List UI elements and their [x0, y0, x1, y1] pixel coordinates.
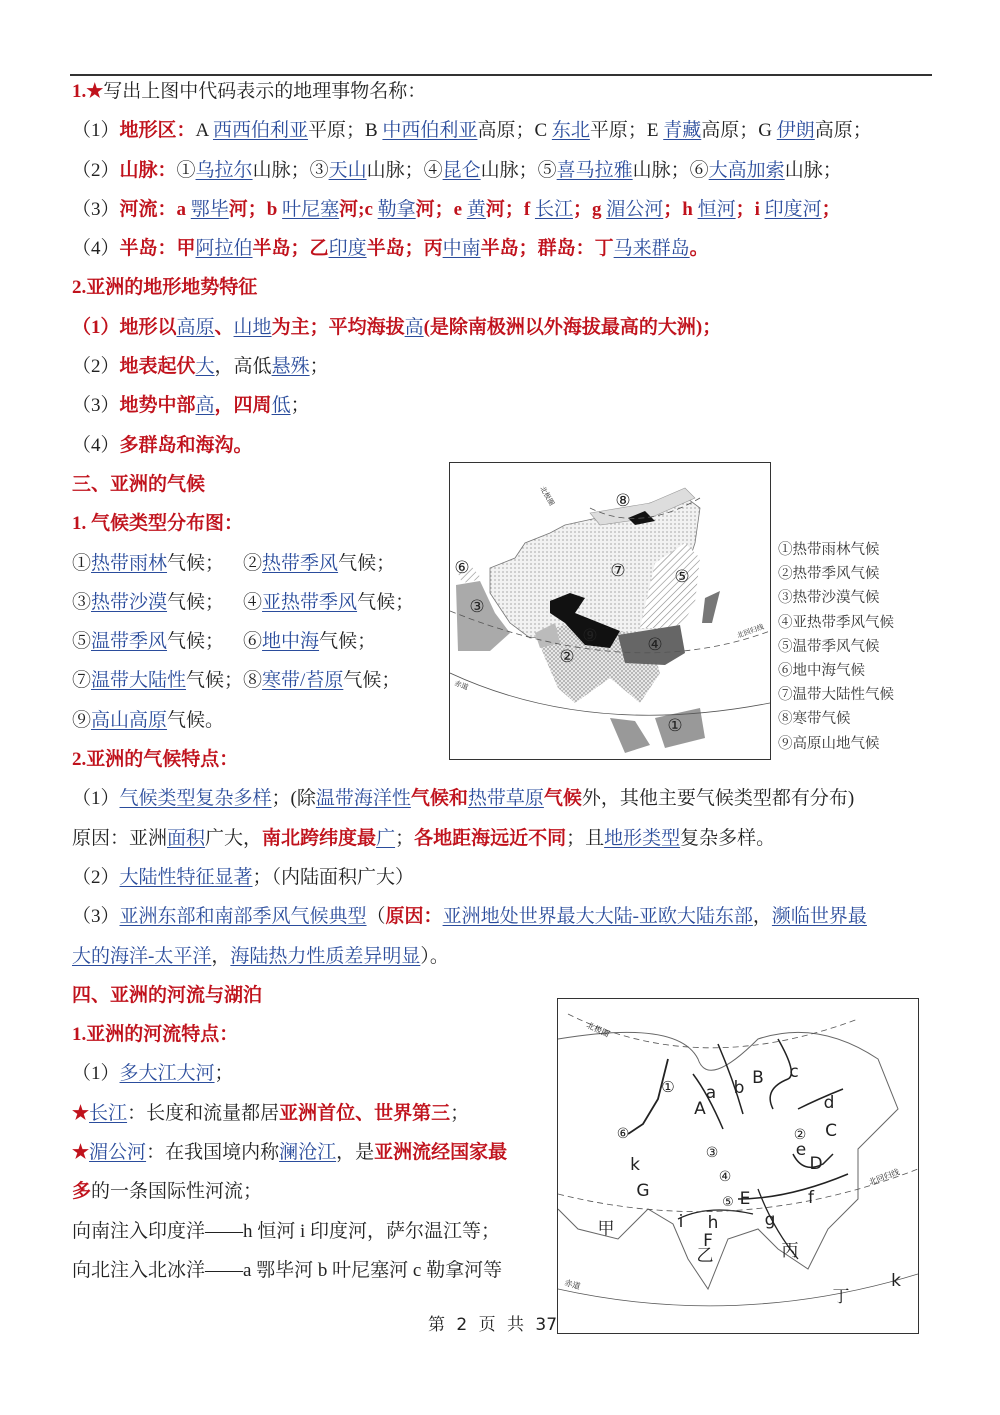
equator-label: 赤道	[453, 679, 470, 692]
map-label: F	[703, 1231, 713, 1251]
key-point-text: 亚洲流经国家最	[374, 1142, 508, 1164]
answer-text: 高	[404, 316, 424, 338]
map-label: d	[823, 1093, 835, 1113]
answer-text: 勒拿	[377, 198, 416, 220]
body-text: 外，其他主要气候类型都有分布)	[581, 788, 855, 810]
legend-item: ⑥地中海气候	[778, 663, 865, 680]
key-point-text: 半岛；群岛：丁	[480, 238, 614, 260]
key-point-text: 气候和	[410, 788, 468, 810]
arctic-circle-label: 北极圈	[538, 485, 556, 508]
key-point-text: 半岛；丙	[366, 238, 443, 260]
answer-text: 广	[376, 827, 396, 849]
text-line	[72, 111, 872, 150]
asia-rivers-map	[557, 998, 919, 1334]
body-text: A	[195, 120, 213, 142]
answer-text: 山地	[233, 316, 272, 338]
map-label: c	[789, 1062, 799, 1082]
answer-text: 印度	[328, 238, 367, 260]
answer-text: 昆仑	[442, 159, 481, 181]
body-text: （4）	[72, 434, 120, 456]
text-line	[72, 347, 872, 386]
map-label: ①	[661, 1078, 675, 1096]
answer-text: 气候类型复杂多样	[119, 788, 272, 810]
key-point-text: 三、亚洲的气候	[72, 473, 206, 495]
body-text: 气候； ②	[167, 552, 263, 574]
body-text: 高原；G	[701, 120, 777, 142]
page-footer: 第 2 页 共 37	[428, 1315, 558, 1335]
key-point-text: ；i	[735, 198, 765, 220]
answer-text: 长江	[534, 198, 573, 220]
answer-text: 亚洲东部和南部季风气候典型	[119, 906, 367, 928]
legend-item: ②热带季风气候	[778, 566, 880, 583]
answer-text: 寒带/苔原	[262, 670, 344, 692]
map-label: ②	[559, 647, 575, 667]
key-point-text: 2.亚洲的气候特点：	[72, 749, 239, 771]
answer-text: 黄	[466, 198, 486, 220]
key-point-text: 1. 气候类型分布图：	[72, 513, 244, 535]
body-text: 气候； ⑥	[167, 631, 263, 653]
body-text: （1）	[72, 120, 120, 142]
body-text: ，	[211, 945, 231, 967]
text-line	[72, 779, 872, 818]
answer-text: 温带季风	[91, 631, 168, 653]
body-text: ：在我国境内称	[146, 1142, 280, 1164]
body-text: 山脉；	[784, 159, 842, 181]
body-text: （2）	[72, 866, 120, 888]
body-text: 气候；	[343, 670, 401, 692]
body-text: （2）	[72, 356, 120, 378]
answer-text: 低	[271, 395, 291, 417]
body-text: （3）	[72, 906, 120, 928]
key-point-text: 地势中部	[119, 395, 196, 417]
key-point-text: 四、亚洲的河流与湖泊	[72, 984, 263, 1006]
key-point-text: 各地距海远近不同	[414, 827, 567, 849]
answer-text: 地形类型	[604, 827, 681, 849]
body-text: 山脉；⑤	[480, 159, 557, 181]
answer-text: 大陆性特征显著	[119, 866, 253, 888]
map-label: G	[636, 1181, 650, 1201]
answer-text: 鄂毕	[190, 198, 229, 220]
map-label: E	[739, 1189, 751, 1209]
key-point-text: 河；b	[228, 198, 283, 220]
body-text: 广大，	[205, 827, 263, 849]
answer-text: 湄公河	[606, 198, 664, 220]
map-label: i	[678, 1212, 684, 1232]
key-point-text: 河；f	[485, 198, 535, 220]
body-text: 平原；B	[307, 120, 383, 142]
body-text: 山脉；③	[252, 159, 329, 181]
legend-item: ⑨高原山地气候	[778, 735, 880, 752]
map-label: e	[795, 1140, 807, 1160]
text-line	[72, 229, 872, 268]
answer-text: 恒河	[697, 198, 736, 220]
body-text: ）。	[420, 945, 449, 967]
body-text: （	[366, 906, 386, 928]
answer-text: 温带大陆性	[91, 670, 187, 692]
key-point-text: 多	[72, 1181, 92, 1203]
legend-item: ⑦温带大陆性气候	[778, 687, 894, 704]
key-point-text: 1.	[72, 81, 87, 102]
answer-text: 中西伯利亚	[382, 120, 478, 142]
body-text: （4）	[72, 238, 120, 260]
tropic-label: 北回归线	[735, 622, 765, 640]
body-text: ；	[395, 827, 415, 849]
body-text: ；且	[566, 827, 605, 849]
text-line	[72, 190, 872, 229]
equator-label: 赤道	[563, 1278, 582, 1292]
key-point-text: 气候	[543, 788, 582, 810]
map-label: b	[733, 1078, 745, 1098]
body-text: 气候；	[338, 552, 396, 574]
answer-text: 大高加索	[708, 159, 785, 181]
key-point-text: 。	[689, 238, 709, 260]
key-point-text: 山脉：	[119, 159, 177, 181]
map-label: g	[764, 1210, 776, 1230]
map-label: ⑧	[615, 491, 631, 511]
answer-text: 亚热带季风	[262, 591, 358, 613]
body-text: 山脉；④	[366, 159, 443, 181]
map-label: ①	[667, 716, 683, 736]
answer-text: 高	[195, 395, 215, 417]
body-text: ；（内陆面积广大）	[252, 866, 415, 888]
body-text: ；	[309, 356, 329, 378]
body-text: （3）	[72, 198, 120, 220]
text-line	[72, 858, 872, 897]
answer-text: 濒临世界最	[771, 906, 867, 928]
map-label: k	[630, 1155, 640, 1175]
answer-text: 天山	[328, 159, 367, 181]
body-text: ，是	[336, 1142, 375, 1164]
map-label: ⑦	[610, 561, 626, 581]
key-point-text: 原因：	[385, 906, 443, 928]
map-label: ③	[705, 1145, 719, 1161]
answer-text: 大的海洋-太平洋	[72, 945, 212, 967]
body-text: 气候；	[357, 591, 415, 613]
answer-text: 喜马拉雅	[556, 159, 633, 181]
answer-text: 亚洲地处世界最大大陆-亚欧大陆东部	[442, 906, 753, 928]
answer-text: 地中海	[262, 631, 320, 653]
body-text: 平原；E	[589, 120, 664, 142]
body-text: ①	[176, 159, 196, 181]
body-text: ①	[72, 552, 92, 574]
body-text: 向南注入印度洋——h 恒河 i 印度河，萨尔温江等；	[72, 1220, 501, 1242]
legend-item: ⑧寒带气候	[778, 711, 851, 728]
map-label: ⑨	[582, 626, 598, 646]
key-point-text: ★	[72, 1102, 90, 1124]
answer-text: 热带草原	[467, 788, 544, 810]
map-label: 甲	[597, 1219, 615, 1239]
map-label: a	[705, 1083, 717, 1103]
answer-text: 热带沙漠	[91, 591, 168, 613]
key-point-text: 半岛；乙	[252, 238, 329, 260]
answer-text: 大	[195, 356, 215, 378]
key-point-text: ，四周	[214, 395, 272, 417]
body-text: ③	[72, 591, 92, 613]
map-label: ③	[469, 597, 485, 617]
answer-text: 高原	[176, 316, 215, 338]
legend-item: ③热带沙漠气候	[778, 590, 880, 607]
answer-text: 西西伯利亚	[212, 120, 308, 142]
key-point-text: 1.亚洲的河流特点：	[72, 1024, 239, 1046]
body-text: ；	[214, 1063, 234, 1085]
text-line	[72, 308, 872, 347]
body-text: ；	[450, 1102, 470, 1124]
key-point-text: 为主；平均海拔	[271, 316, 405, 338]
legend-item: ④亚热带季风气候	[778, 614, 894, 631]
key-point-text: 河；e	[415, 198, 467, 220]
body-text: ：长度和流量都居	[127, 1102, 280, 1124]
map-label: ⑤	[674, 567, 690, 587]
arctic-circle-label: 北极圈	[585, 1020, 611, 1039]
map-label: k	[891, 1271, 901, 1291]
answer-text: 乌拉尔	[195, 159, 253, 181]
body-text: 气候。	[167, 709, 225, 731]
body-text: 高原；C	[477, 120, 552, 142]
body-text: 复杂多样。	[680, 827, 776, 849]
body-text: （1）	[72, 788, 120, 810]
answer-text: 面积	[167, 827, 206, 849]
key-point-text: ；g	[572, 198, 607, 220]
map-label: D	[809, 1154, 823, 1174]
body-text: ⑨	[72, 709, 92, 731]
body-text: （3）	[72, 395, 120, 417]
text-line	[72, 72, 872, 111]
key-point-text: （1）地形以	[72, 316, 177, 338]
map-label: f	[808, 1188, 814, 1208]
map-label: 丁	[832, 1287, 850, 1307]
answer-text: 悬殊	[271, 356, 310, 378]
body-text: 山脉；⑥	[632, 159, 709, 181]
key-point-text: 南北跨纬度最	[262, 827, 377, 849]
key-point-text: ★	[72, 1142, 90, 1164]
text-line	[72, 819, 872, 858]
map-label: 丙	[781, 1241, 799, 1261]
body-text: （1）	[72, 1063, 120, 1085]
text-line	[72, 386, 872, 425]
answer-text: 热带雨林	[91, 552, 168, 574]
legend-item: ①热带雨林气候	[778, 542, 880, 558]
answer-text: 热带季风	[262, 552, 339, 574]
body-text: （2）	[72, 159, 120, 181]
key-point-text: 地形区：	[119, 120, 196, 142]
body-text: 的一条国际性河流；	[91, 1181, 263, 1203]
map-label: ④	[718, 1169, 732, 1185]
map-label: ④	[647, 635, 663, 655]
answer-text: 印度河	[764, 198, 822, 220]
answer-text: 澜沧江	[279, 1142, 337, 1164]
key-point-text: ；h	[663, 198, 698, 220]
text-line	[72, 426, 872, 465]
key-point-text: 2.亚洲的地形地势特征	[72, 277, 258, 299]
map-label: ⑥	[616, 1126, 630, 1142]
text-line	[72, 268, 872, 307]
body-text: ⑤	[72, 631, 92, 653]
map-label: C	[825, 1121, 837, 1141]
key-point-text: 地表起伏	[119, 356, 196, 378]
map-label: ⑥	[454, 558, 470, 578]
body-text: 气候； ④	[167, 591, 263, 613]
key-point-text: 亚洲首位、世界第三	[279, 1102, 451, 1124]
answer-text: 叶尼塞	[282, 198, 340, 220]
text-line	[72, 151, 872, 190]
map-label: 乙	[696, 1246, 714, 1266]
key-point-text: ★	[86, 81, 104, 102]
key-point-text: (是除南极洲以外海拔最高的大洲)；	[423, 316, 722, 338]
answer-text: 湄公河	[89, 1142, 147, 1164]
body-text: ；	[290, 395, 310, 417]
answer-text: 温带海洋性	[315, 788, 411, 810]
map-label: ⑤	[722, 1195, 734, 1210]
body-text: ；(除	[271, 788, 316, 810]
body-text: ，高低	[214, 356, 272, 378]
key-point-text: ；	[821, 198, 841, 220]
body-text: ，	[752, 906, 772, 928]
answer-text: 多大江大河	[119, 1063, 215, 1085]
climate-legend	[778, 538, 894, 756]
map-label: h	[707, 1213, 719, 1233]
answer-text: 中南	[442, 238, 481, 260]
tropic-label: 北回归线	[867, 1167, 901, 1187]
answer-text: 伊朗	[776, 120, 815, 142]
key-point-text: 河;c	[339, 198, 378, 220]
answer-text: 东北	[551, 120, 590, 142]
asia-climate-map	[449, 462, 771, 760]
answer-text: 海陆热力性质差异明显	[230, 945, 421, 967]
answer-text: 马来群岛	[613, 238, 690, 260]
key-point-text: 河流：a	[119, 198, 191, 220]
body-text: 气候；	[319, 631, 377, 653]
body-text: 向北注入北冰洋——a 鄂毕河 b 叶尼塞河 c 勒拿河等	[72, 1259, 503, 1281]
text-line	[72, 897, 872, 936]
body-text: 高原；	[814, 120, 872, 142]
map-label: A	[694, 1099, 706, 1119]
key-point-text: 多群岛和海沟。	[119, 434, 253, 456]
answer-text: 长江	[89, 1102, 128, 1124]
text-line	[72, 937, 872, 976]
map-label: B	[752, 1068, 764, 1088]
key-point-text: 半岛：甲	[119, 238, 196, 260]
map-label: ②	[793, 1127, 807, 1143]
answer-text: 高山高原	[91, 709, 168, 731]
body-text: 气候；⑧	[186, 670, 263, 692]
legend-item: ⑤温带季风气候	[778, 638, 880, 655]
answer-text: 青藏	[663, 120, 702, 142]
key-point-text: 、	[214, 316, 234, 338]
answer-text: 阿拉伯	[195, 238, 253, 260]
body-text: ⑦	[72, 670, 92, 692]
body-text: 原因：亚洲	[72, 827, 168, 849]
body-text: 写出上图中代码表示的地理事物名称：	[103, 81, 427, 102]
